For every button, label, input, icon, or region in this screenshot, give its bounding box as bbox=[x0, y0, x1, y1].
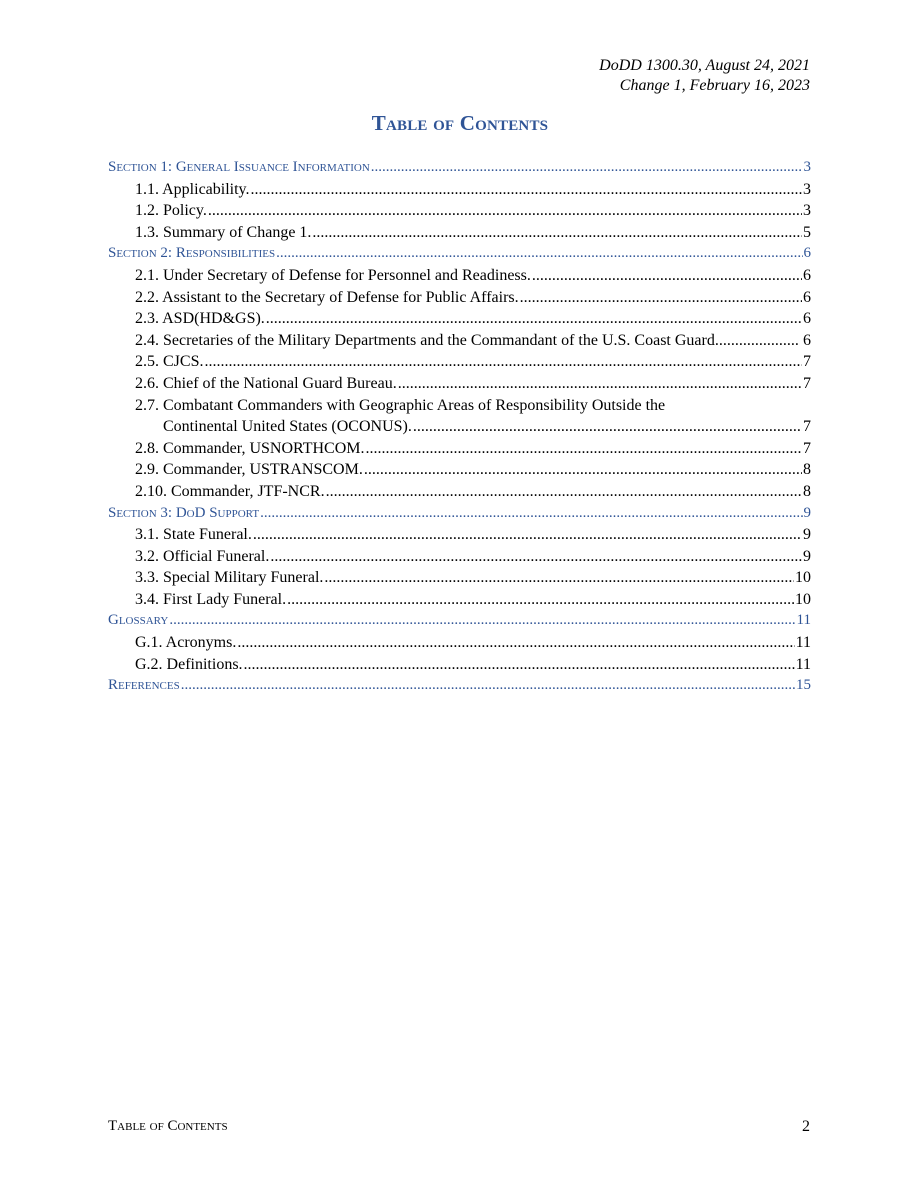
toc-entry-label: 2.1. Under Secretary of Defense for Personnel and Readiness. bbox=[135, 266, 531, 284]
toc-section-1[interactable] bbox=[108, 157, 811, 179]
toc-entry-3-4[interactable] bbox=[108, 589, 811, 611]
toc-entry-1-3[interactable] bbox=[108, 222, 811, 244]
toc-entry-label: 2.3. ASD(HD&GS). bbox=[135, 310, 265, 328]
toc-entry-2-1[interactable] bbox=[108, 265, 811, 287]
toc-leader-dots bbox=[324, 567, 794, 589]
toc-leader-dots bbox=[520, 287, 802, 309]
toc-page-number: 3 bbox=[803, 180, 811, 198]
toc-entry-2-8[interactable] bbox=[108, 438, 811, 460]
page-title: Table of Contents bbox=[371, 111, 549, 135]
toc-leader-dots bbox=[181, 675, 795, 697]
toc-entry-label: 2.7. Combatant Commanders with Geographic Areas of Responsibility Outside the bbox=[135, 396, 666, 414]
toc-entry-continuation bbox=[108, 416, 811, 438]
toc-entry-3-2[interactable] bbox=[108, 546, 811, 568]
toc-entry-1-2[interactable] bbox=[108, 200, 811, 222]
toc-page-number: 6 bbox=[803, 310, 811, 328]
toc-leader-dots bbox=[253, 524, 802, 546]
toc-page-number: 6 bbox=[803, 331, 811, 349]
toc-leader-dots bbox=[413, 416, 802, 438]
toc-page-number: 6 bbox=[803, 288, 811, 306]
toc-leader-dots bbox=[326, 481, 802, 503]
toc-entry-2-2[interactable] bbox=[108, 287, 811, 309]
toc-section-references[interactable] bbox=[108, 675, 811, 697]
toc-entry-2-10[interactable] bbox=[108, 481, 811, 503]
toc-page-number: 7 bbox=[803, 353, 811, 371]
toc-page-number: 6 bbox=[803, 245, 811, 262]
header-change-line: Change 1, February 16, 2023 bbox=[619, 77, 810, 94]
toc-leader-dots bbox=[398, 373, 802, 395]
toc-entry-label: G.1. Acronyms. bbox=[135, 634, 237, 652]
toc-leader-dots bbox=[244, 654, 795, 676]
toc-page-number: 15 bbox=[796, 677, 811, 694]
toc-entry-label: 2.8. Commander, USNORTHCOM. bbox=[135, 439, 365, 457]
toc-entry-3-1[interactable] bbox=[108, 524, 811, 546]
toc-section-2[interactable] bbox=[108, 243, 811, 265]
toc-entry-label: 3.3. Special Military Funeral. bbox=[135, 569, 324, 587]
toc-page-number: 3 bbox=[803, 202, 811, 220]
toc-leader-dots bbox=[287, 589, 794, 611]
toc-page-number: 7 bbox=[803, 374, 811, 392]
toc-entry-label: Glossary bbox=[108, 612, 169, 629]
toc-entry-label: 3.1. State Funeral. bbox=[135, 526, 252, 544]
toc-entry-2-7[interactable] bbox=[108, 395, 811, 438]
toc-entry-1-1[interactable] bbox=[108, 179, 811, 201]
toc-leader-dots bbox=[366, 438, 802, 460]
toc-entry-3-3[interactable] bbox=[108, 567, 811, 589]
toc-entry-label: 2.5. CJCS. bbox=[135, 353, 204, 371]
toc-entry-label: Section 1: General Issuance Information bbox=[108, 159, 370, 175]
toc-page-number: 5 bbox=[803, 223, 811, 241]
toc-entry-label: 2.9. Commander, USTRANSCOM. bbox=[135, 461, 363, 479]
toc-leader-dots bbox=[251, 179, 802, 201]
toc-page-number: 11 bbox=[795, 655, 811, 673]
toc-entry-2-9[interactable] bbox=[108, 459, 811, 481]
toc-leader-dots bbox=[719, 330, 800, 352]
toc-page-number: 8 bbox=[803, 461, 811, 479]
toc-entry-2-5[interactable] bbox=[108, 351, 811, 373]
document-header bbox=[599, 56, 810, 96]
toc-leader-dots bbox=[371, 157, 803, 179]
toc-leader-dots bbox=[312, 222, 802, 244]
toc-section-glossary[interactable] bbox=[108, 610, 811, 632]
toc-entry-label: 1.1. Applicability. bbox=[135, 180, 250, 198]
toc-leader-dots bbox=[270, 546, 802, 568]
toc-section-3[interactable] bbox=[108, 503, 811, 525]
toc-entry-2-3[interactable] bbox=[108, 308, 811, 330]
toc-entry-label: 2.6. Chief of the National Guard Bureau. bbox=[135, 374, 397, 392]
toc-entry-label: 2.4. Secretaries of the Military Departments and the Commandant of the U.S. Coast Guard. bbox=[135, 331, 719, 349]
toc-leader-dots bbox=[208, 200, 802, 222]
table-of-contents bbox=[108, 157, 811, 697]
footer-page-number: 2 bbox=[802, 1118, 810, 1135]
toc-entry-label: 1.2. Policy. bbox=[135, 202, 207, 220]
toc-entry-g-1[interactable] bbox=[108, 632, 811, 654]
toc-page-number: 11 bbox=[796, 612, 811, 629]
toc-entry-label: 2.10. Commander, JTF-NCR. bbox=[135, 482, 325, 500]
toc-entry-label: Section 2: Responsibilities bbox=[108, 245, 276, 262]
toc-entry-label: 1.3. Summary of Change 1. bbox=[135, 223, 312, 241]
toc-entry-label: 2.2. Assistant to the Secretary of Defense for Public Affairs. bbox=[135, 288, 519, 306]
toc-entry-2-6[interactable] bbox=[108, 373, 811, 395]
toc-leader-dots bbox=[169, 610, 795, 632]
toc-entry-2-4[interactable] bbox=[108, 330, 811, 352]
footer-section-label: Table of Contents bbox=[108, 1118, 228, 1134]
toc-leader-dots bbox=[266, 308, 802, 330]
toc-entry-g-2[interactable] bbox=[108, 654, 811, 676]
toc-leader-dots bbox=[204, 351, 802, 373]
toc-leader-dots bbox=[237, 632, 794, 654]
toc-leader-dots bbox=[364, 459, 802, 481]
toc-entry-label: References bbox=[108, 677, 180, 694]
header-doc-id: DoDD 1300.30, August 24, 2021 bbox=[599, 57, 810, 74]
toc-leader-dots bbox=[260, 503, 802, 525]
toc-page-number: 11 bbox=[795, 634, 811, 652]
toc-page-number: 10 bbox=[795, 569, 811, 587]
toc-leader-dots bbox=[276, 243, 802, 265]
toc-page-number: 7 bbox=[803, 439, 811, 457]
toc-entry-label: Section 3: DoD Support bbox=[108, 504, 260, 521]
toc-entry-label: 3.4. First Lady Funeral. bbox=[135, 590, 287, 608]
toc-page-number: 10 bbox=[795, 590, 811, 608]
toc-page-number: 8 bbox=[803, 482, 811, 500]
toc-page-number: 9 bbox=[803, 526, 811, 544]
toc-page-number: 3 bbox=[803, 159, 811, 175]
toc-page-number: 9 bbox=[803, 547, 811, 565]
toc-page-number: 7 bbox=[803, 418, 811, 436]
toc-entry-label: G.2. Definitions. bbox=[135, 655, 243, 673]
toc-entry-label: 3.2. Official Funeral. bbox=[135, 547, 270, 565]
toc-page-number: 6 bbox=[803, 266, 811, 284]
toc-leader-dots bbox=[532, 265, 802, 287]
toc-entry-label-continued: Continental United States (OCONUS). bbox=[163, 418, 412, 436]
toc-page-number: 9 bbox=[803, 504, 811, 521]
